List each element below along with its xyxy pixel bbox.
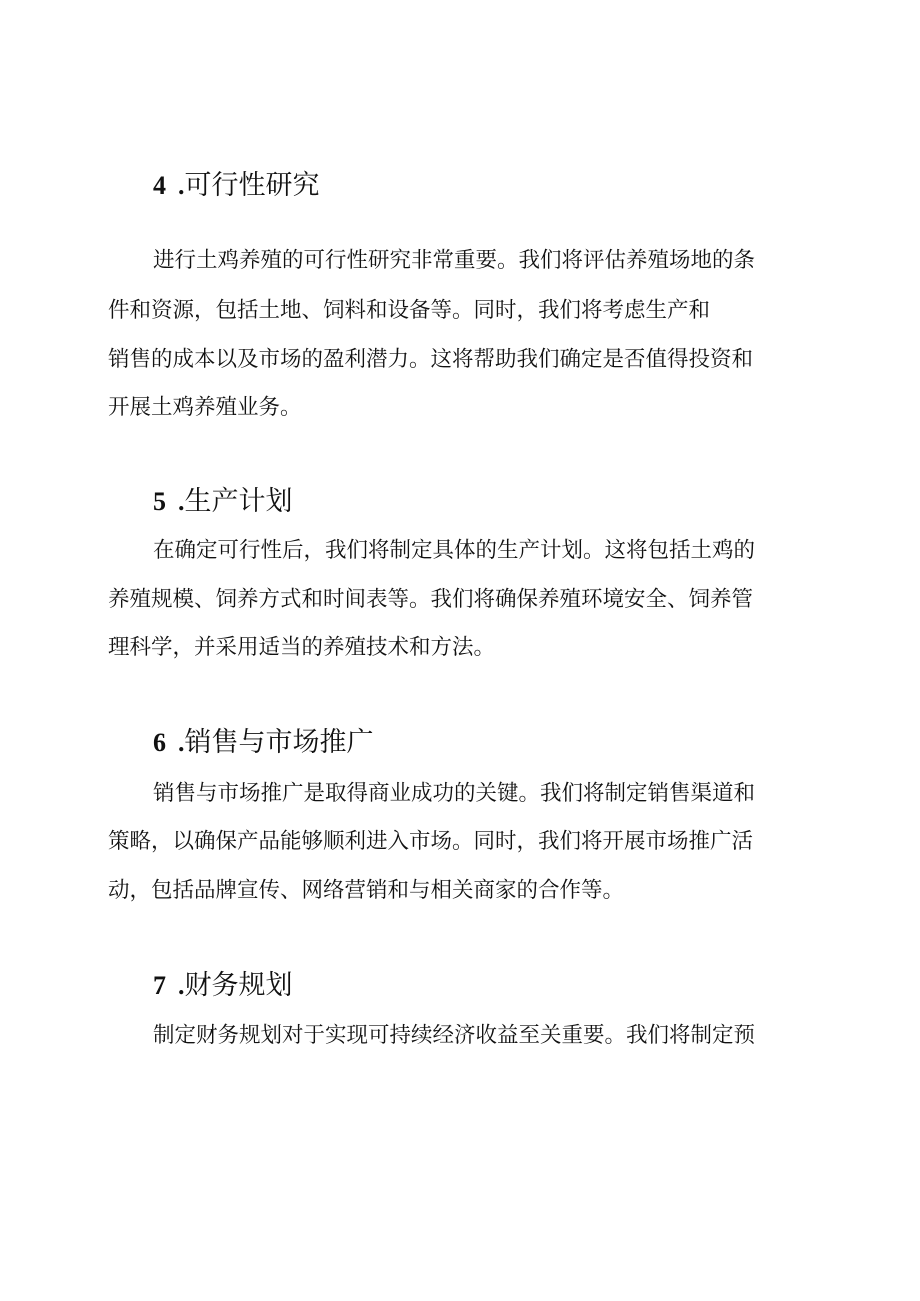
paragraph-line: 策略，以确保产品能够顺利进入市场。同时，我们将开展市场推广活 (108, 829, 754, 854)
paragraph-line: 销售与市场推广是取得商业成功的关键。我们将制定销售渠道和 (153, 781, 756, 806)
paragraph-line: 理科学，并采用适当的养殖技术和方法。 (108, 635, 496, 660)
section-dot: . (178, 728, 185, 757)
section-number: 5 (153, 487, 166, 516)
section-dot: . (178, 971, 185, 1000)
paragraph-line: 养殖规模、饲养方式和时间表等。我们将确保养殖环境安全、饲养管 (108, 587, 754, 612)
section-title: 销售与市场推广 (184, 727, 374, 758)
section-title: 财务规划 (184, 970, 293, 1001)
section-heading-5 (153, 482, 293, 522)
section-title: 可行性研究 (184, 170, 320, 201)
section-number: 6 (153, 728, 166, 757)
paragraph-line: 销售的成本以及市场的盈利潜力。这将帮助我们确定是否值得投资和 (108, 347, 754, 372)
paragraph-line: 动，包括品牌宣传、网络营销和与相关商家的合作等。 (108, 878, 625, 903)
paragraph-line: 制定财务规划对于实现可持续经济收益至关重要。我们将制定预 (153, 1023, 756, 1048)
section-dot: . (178, 487, 185, 516)
section-title: 生产计划 (184, 486, 293, 517)
paragraph-line: 开展土鸡养殖业务。 (108, 395, 302, 420)
section-number: 7 (153, 971, 166, 1000)
section-heading-6 (153, 723, 374, 763)
section-heading-7 (153, 966, 293, 1006)
section-heading-4 (153, 166, 320, 206)
paragraph-line: 进行土鸡养殖的可行性研究非常重要。我们将评估养殖场地的条 (153, 248, 756, 273)
section-dot: . (178, 171, 185, 200)
paragraph-line: 件和资源，包括土地、饲料和设备等。同时，我们将考虑生产和 (108, 298, 711, 323)
section-number: 4 (153, 171, 166, 200)
paragraph-line: 在确定可行性后，我们将制定具体的生产计划。这将包括土鸡的 (153, 538, 756, 563)
